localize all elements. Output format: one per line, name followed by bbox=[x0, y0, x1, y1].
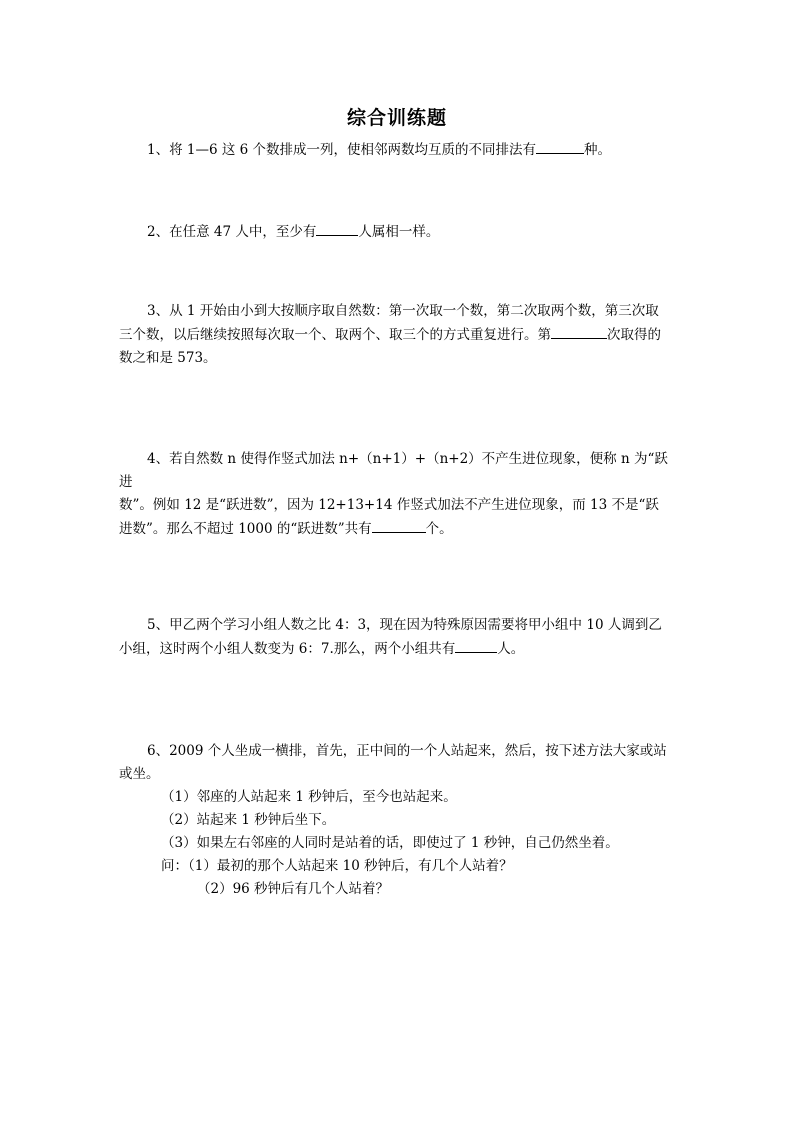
question-2-text-end: 人属相一样。 bbox=[358, 224, 440, 240]
question-5 bbox=[119, 614, 677, 661]
question-6-line-2: 或坐。 bbox=[119, 766, 160, 782]
question-6-ask-1: 问：（1）最初的那个人站起来 10 秒钟后，有几个人站着？ bbox=[161, 858, 513, 874]
question-4-line-3-end: 个。 bbox=[425, 521, 453, 537]
answer-blank-5 bbox=[455, 637, 497, 653]
question-3-line-2-end: 次取得的 bbox=[607, 327, 661, 343]
question-6 bbox=[119, 740, 677, 901]
question-1 bbox=[119, 138, 677, 162]
page-title: 综合训练题 bbox=[346, 107, 447, 129]
question-3 bbox=[119, 300, 677, 370]
answer-blank-4 bbox=[372, 517, 426, 533]
question-6-rule-2: （2）站起来 1 秒钟后坐下。 bbox=[161, 812, 336, 828]
answer-blank-1 bbox=[536, 138, 584, 154]
question-2-text: 2、在任意 47 人中，至少有 bbox=[147, 224, 317, 240]
question-6-line-1: 6、2009 个人坐成一横排，首先，正中间的一个人站起来，然后，按下述方法大家或站 bbox=[147, 743, 667, 759]
question-6-ask-2: （2）96 秒钟后有几个人站着？ bbox=[197, 881, 390, 897]
question-1-text: 1、将 1—6 这 6 个数排成一列，使相邻两数均互质的不同排法有 bbox=[147, 142, 537, 158]
answer-blank-2 bbox=[316, 220, 358, 236]
question-6-rule-1: （1）邻座的人站起来 1 秒钟后，至今也站起来。 bbox=[161, 789, 457, 805]
question-2 bbox=[119, 220, 677, 244]
answer-blank-3 bbox=[551, 323, 607, 339]
question-5-line-2: 小组，这时两个小组人数变为 6：7.那么，两个小组共有 bbox=[119, 641, 456, 657]
question-4-line-2: 数”。例如 12 是“跃进数”，因为 12+13+14 作竖式加法不产生进位现象，而 13 不是“跃 bbox=[119, 497, 659, 513]
question-5-line-2-end: 人。 bbox=[497, 641, 525, 657]
question-1-text-end: 种。 bbox=[584, 142, 612, 158]
question-3-line-1: 3、从 1 开始由小到大按顺序取自然数：第一次取一个数，第二次取两个数，第三次取 bbox=[147, 303, 659, 319]
question-5-line-1: 5、甲乙两个学习小组人数之比 4：3，现在因为特殊原因需要将甲小组中 10 人调到乙 bbox=[147, 617, 662, 633]
question-6-rule-3: （3）如果左右邻座的人同时是站着的话，即使过了 1 秒钟，自己仍然坐着。 bbox=[161, 835, 619, 851]
question-3-line-3: 数之和是 573。 bbox=[119, 350, 217, 366]
question-4-line-1: 4、若自然数 n 使得作竖式加法 n+（n+1）+（n+2）不产生进位现象，便称 n 为“跃进 bbox=[119, 451, 668, 490]
question-4 bbox=[119, 448, 677, 541]
question-4-line-3: 进数”。那么不超过 1000 的“跃进数”共有 bbox=[119, 521, 372, 537]
question-3-line-2: 三个数，以后继续按照每次取一个、取两个、取三个的方式重复进行。第 bbox=[119, 327, 551, 343]
